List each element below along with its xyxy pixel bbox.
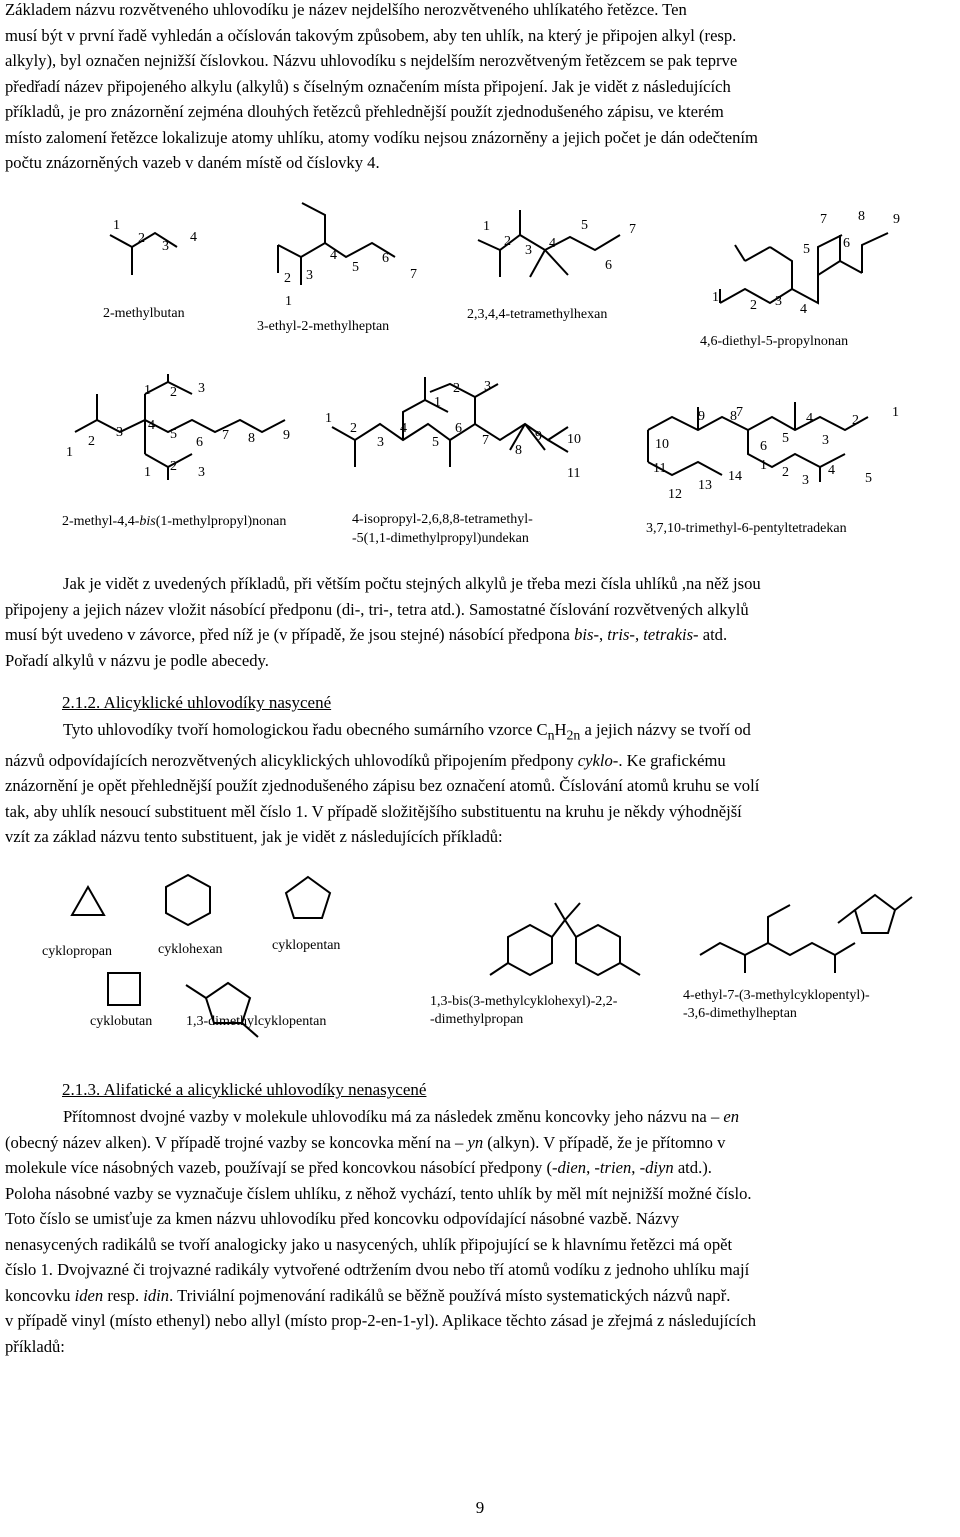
label-bis-line2: -dimethylpropan (430, 1012, 524, 1027)
svg-text:6: 6 (196, 435, 203, 450)
section213-line: nenasycených radikálů se tvoří analogicky jako u nasycených, uhlík připojující se k hlavnímu řetězci má opět (5, 1234, 733, 1254)
svg-text:4: 4 (400, 421, 407, 436)
structure-ethyl-methylcyclopentyl-heptan (700, 895, 912, 973)
svg-text:5: 5 (581, 218, 588, 233)
svg-text:11: 11 (653, 461, 667, 476)
svg-text:7: 7 (629, 222, 636, 237)
label-3-ethyl-2-methylheptan: 3-ethyl-2-methylheptan (257, 319, 390, 334)
figure-branched-alkanes-1 (0, 185, 960, 355)
svg-text:2: 2 (782, 465, 789, 480)
svg-text:5: 5 (782, 431, 789, 446)
svg-text:1: 1 (144, 465, 151, 480)
svg-text:3: 3 (822, 433, 829, 448)
label-dimethylcyklopentan: 1,3-dimethylcyklopentan (186, 1014, 327, 1029)
svg-text:5: 5 (170, 427, 177, 442)
label-cyklohexan: cyklohexan (158, 942, 223, 957)
para2-line: Pořadí alkylů v názvu je podle abecedy. (5, 650, 269, 670)
label-isopropyl-line2: -5(1,1-dimethylpropyl)undekan (352, 531, 529, 546)
para-alicyclic (5, 717, 955, 850)
svg-text:4: 4 (190, 230, 197, 245)
svg-text:3: 3 (377, 435, 384, 450)
structure-trimethyl-pentyltetradekan (648, 402, 899, 502)
svg-text:3: 3 (525, 243, 532, 258)
section213-line: Toto číslo se umisťuje za kmen názvu uhlovodíku před koncovku odpovídající násobné vazbě. Názvy (5, 1209, 680, 1228)
svg-text:3: 3 (198, 465, 205, 480)
label-cyklopentan: cyklopentan (272, 938, 341, 953)
svg-text:8: 8 (858, 209, 865, 224)
svg-text:2: 2 (284, 271, 291, 286)
section212-line: Tyto uhlovodíky tvoří homologickou řadu obecného sumárního vzorce $C_nH_{2n}$ a jejich názvy se tvoří od (63, 720, 751, 743)
svg-text:1: 1 (892, 405, 899, 420)
svg-text:6: 6 (760, 439, 767, 454)
label-isopropyl-line1: 4-isopropyl-2,6,8,8-tetramethyl- (352, 512, 533, 527)
svg-text:2: 2 (750, 298, 757, 313)
section212-line: názvů odpovídajících nerozvětvených alicyklických uhlovodíků připojením předpony cyklo-. Ke grafickému (5, 750, 726, 770)
section213-line: příkladů: (5, 1336, 65, 1356)
svg-text:1: 1 (483, 219, 490, 234)
section213-line: Přítomnost dvojné vazby v molekule uhlovodíku má za následek změnu koncovky jeho názvu na – en (63, 1107, 740, 1126)
svg-text:9: 9 (283, 428, 290, 443)
svg-text:2: 2 (138, 231, 145, 246)
svg-text:1: 1 (434, 395, 441, 410)
svg-text:2: 2 (453, 381, 460, 396)
svg-text:4: 4 (148, 418, 155, 433)
svg-text:3: 3 (116, 425, 123, 440)
svg-text:9: 9 (698, 409, 705, 424)
svg-text:1: 1 (285, 294, 292, 309)
svg-text:2: 2 (504, 234, 511, 249)
page-number: 9 (475, 1498, 485, 1517)
svg-text:5: 5 (352, 260, 359, 275)
svg-text:7: 7 (222, 428, 229, 443)
para-unsaturated (5, 1104, 955, 1359)
svg-text:1: 1 (144, 383, 151, 398)
section212-line: znázornění je opět přehlednější použít zjednodušeného zápisu bez označení atomů. Číslování atomů kruhu se volí (5, 776, 760, 796)
structure-bis-methylcyclohexyl-dimethylpropan (490, 903, 640, 975)
para2-line: připojeny a jejich název vložit násobící předponu (di-, tri-, tetra atd.). Samostatné číslování rozvětvených alkylů (5, 599, 749, 619)
svg-text:1: 1 (113, 218, 120, 233)
section212-line: tak, aby uhlík nesoucí substituent měl číslo 1. V případě složitějšího substituentu na kruhu je někdy výhodnější (5, 801, 742, 821)
intro-line: příkladů, je pro znázornění zejména dlouhých řetězců přehlednější použít zjednodušeného zápisu, ve kterém (5, 102, 724, 121)
structure-diethyl-propylnonan (712, 209, 900, 317)
section213-line: molekule více násobných vazeb, používají se před koncovkou násobící předpony (-dien, -trien, -diyn atd.). (5, 1158, 712, 1177)
label-2-methylbutan: 2-methylbutan (103, 306, 185, 321)
svg-text:3: 3 (802, 473, 809, 488)
para2-line: musí být uvedeno v závorce, před níž je (v případě, že jsou stejné) násobící předpona bis-, tris-, tetrakis- atd. (5, 625, 728, 644)
label-bis-line1: 1,3-bis(3-methylcyklohexyl)-2,2- (430, 994, 618, 1009)
cyclobutane-ring (108, 973, 140, 1005)
svg-text:5: 5 (803, 242, 810, 257)
svg-text:3: 3 (306, 268, 313, 283)
label-ethyl-line1: 4-ethyl-7-(3-methylcyklopentyl)- (683, 988, 870, 1003)
label-cyklopropan: cyklopropan (42, 944, 112, 959)
svg-text:4: 4 (549, 236, 556, 251)
svg-text:8: 8 (730, 409, 737, 424)
svg-text:5: 5 (865, 471, 872, 486)
svg-text:2: 2 (170, 459, 177, 474)
cyclopentane-ring (286, 877, 330, 918)
svg-text:3: 3 (162, 239, 169, 254)
intro-paragraph (5, 0, 955, 176)
svg-text:14: 14 (728, 469, 742, 484)
svg-text:7: 7 (736, 405, 743, 420)
svg-text:2: 2 (852, 413, 859, 428)
svg-text:7: 7 (482, 433, 489, 448)
svg-text:8: 8 (248, 431, 255, 446)
svg-text:11: 11 (567, 466, 581, 481)
para-multipliers (5, 571, 955, 673)
svg-text:3: 3 (198, 381, 205, 396)
heading-2-1-3: 2.1.3. Alifatické a alicyklické uhlovodíky nenasycené (62, 1080, 427, 1099)
svg-text:1: 1 (325, 411, 332, 426)
svg-text:9: 9 (535, 429, 542, 444)
label-trimethyl-pentyltetradekan: 3,7,10-trimethyl-6-pentyltetradekan (646, 521, 847, 536)
cyclopropane-ring (72, 887, 104, 915)
figure-cycloalkanes (0, 855, 960, 1045)
label-diethyl-propylnonan: 4,6-diethyl-5-propylnonan (700, 334, 849, 349)
heading-2-1-2: 2.1.2. Alicyklické uhlovodíky nasycené (62, 693, 332, 712)
label-tetramethylhexan: 2,3,4,4-tetramethylhexan (467, 307, 608, 322)
svg-text:1: 1 (66, 445, 73, 460)
structure-3-ethyl-2-methylheptan (278, 203, 417, 309)
svg-text:4: 4 (330, 248, 337, 263)
para2-line: Jak je vidět z uvedených příkladů, při větším počtu stejných alkylů je třeba mezi čísla uhlíků ,na něž jsou (63, 574, 761, 593)
svg-text:2: 2 (350, 421, 357, 436)
label-bis-methylpropylnonan: 2-methyl-4,4-bis(1-methylpropyl)nonan (62, 514, 287, 529)
structure-2-methylbutan (110, 218, 197, 275)
svg-text:2: 2 (170, 385, 177, 400)
svg-text:10: 10 (567, 432, 581, 447)
svg-text:6: 6 (843, 236, 850, 251)
label-ethyl-line2: -3,6-dimethylheptan (683, 1006, 797, 1021)
svg-text:6: 6 (382, 251, 389, 266)
svg-text:2: 2 (88, 434, 95, 449)
structure-isopropyl-tetramethylundekan (325, 377, 581, 481)
svg-text:1: 1 (760, 458, 767, 473)
svg-text:13: 13 (698, 478, 712, 493)
section213-line: v případě vinyl (místo ethenyl) nebo allyl (místo prop-2-en-1-yl). Aplikace těchto zásad je zřejmá z následujících (5, 1311, 757, 1330)
intro-line: Základem názvu rozvětveného uhlovodíku je název nejdelšího nerozvětveného uhlíkatého řetězce. Ten (5, 0, 687, 19)
svg-text:4: 4 (806, 411, 813, 426)
section213-line: Poloha násobné vazby se vyznačuje číslem uhlíku, z něhož vychází, tento uhlík by měl mít nejnižší možné číslo. (5, 1183, 752, 1203)
svg-text:7: 7 (410, 267, 417, 282)
section212-line: vzít za základ názvu tento substituent, jak je vidět z následujících příkladů: (5, 827, 503, 847)
section213-line: koncovku iden resp. idin. Triviální pojmenování radikálů se běžně používá místo systematických názvů např. (5, 1285, 731, 1305)
svg-text:7: 7 (820, 212, 827, 227)
svg-text:5: 5 (432, 435, 439, 450)
intro-line: předřadí název připojeného alkylu (alkylů) s číselným označením místa připojení. Jak je vidět z následujících (5, 76, 731, 96)
structure-tetramethylhexan (478, 210, 636, 277)
svg-text:8: 8 (515, 443, 522, 458)
svg-text:3: 3 (484, 379, 491, 394)
svg-text:3: 3 (775, 294, 782, 309)
label-cyklobutan: cyklobutan (90, 1014, 153, 1029)
svg-text:6: 6 (455, 421, 462, 436)
intro-line: musí být v první řadě vyhledán a očíslován takovým způsobem, aby ten uhlík, na který je připojen alkyl (resp. (5, 25, 737, 45)
svg-text:4: 4 (828, 463, 835, 478)
svg-text:12: 12 (668, 487, 682, 502)
svg-text:4: 4 (800, 302, 807, 317)
svg-text:6: 6 (605, 258, 612, 273)
cyclohexane-ring (166, 875, 210, 925)
structure-bis-methylpropylnonan (66, 374, 290, 480)
section213-line: číslo 1. Dvojvazné či trojvazné radikály vytvořené odtržením dvou nebo tří atomů vodíku z jednoho uhlíku mají (5, 1260, 750, 1279)
svg-text:9: 9 (893, 212, 900, 227)
figure-branched-alkanes-2 (0, 372, 960, 552)
intro-line: alkyly), byl označen nejnižší číslovkou. Názvu uhlovodíku s nejdelším nerozvětveným řetězcem se pak teprve (5, 51, 738, 70)
svg-text:1: 1 (712, 290, 719, 305)
intro-line: místo zalomení řetězce lokalizuje atomy uhlíku, atomy vodíku nejsou znázorněny a jejich počet je dán odečtením (5, 127, 758, 147)
svg-text:10: 10 (655, 437, 669, 452)
intro-line: počtu znázorněných vazeb v daném místě od číslovky 4. (5, 153, 380, 172)
section213-line: (obecný název alken). V případě trojné vazby se koncovka mění na – yn (alkyn). V případě, že je přítomno v (5, 1132, 726, 1152)
